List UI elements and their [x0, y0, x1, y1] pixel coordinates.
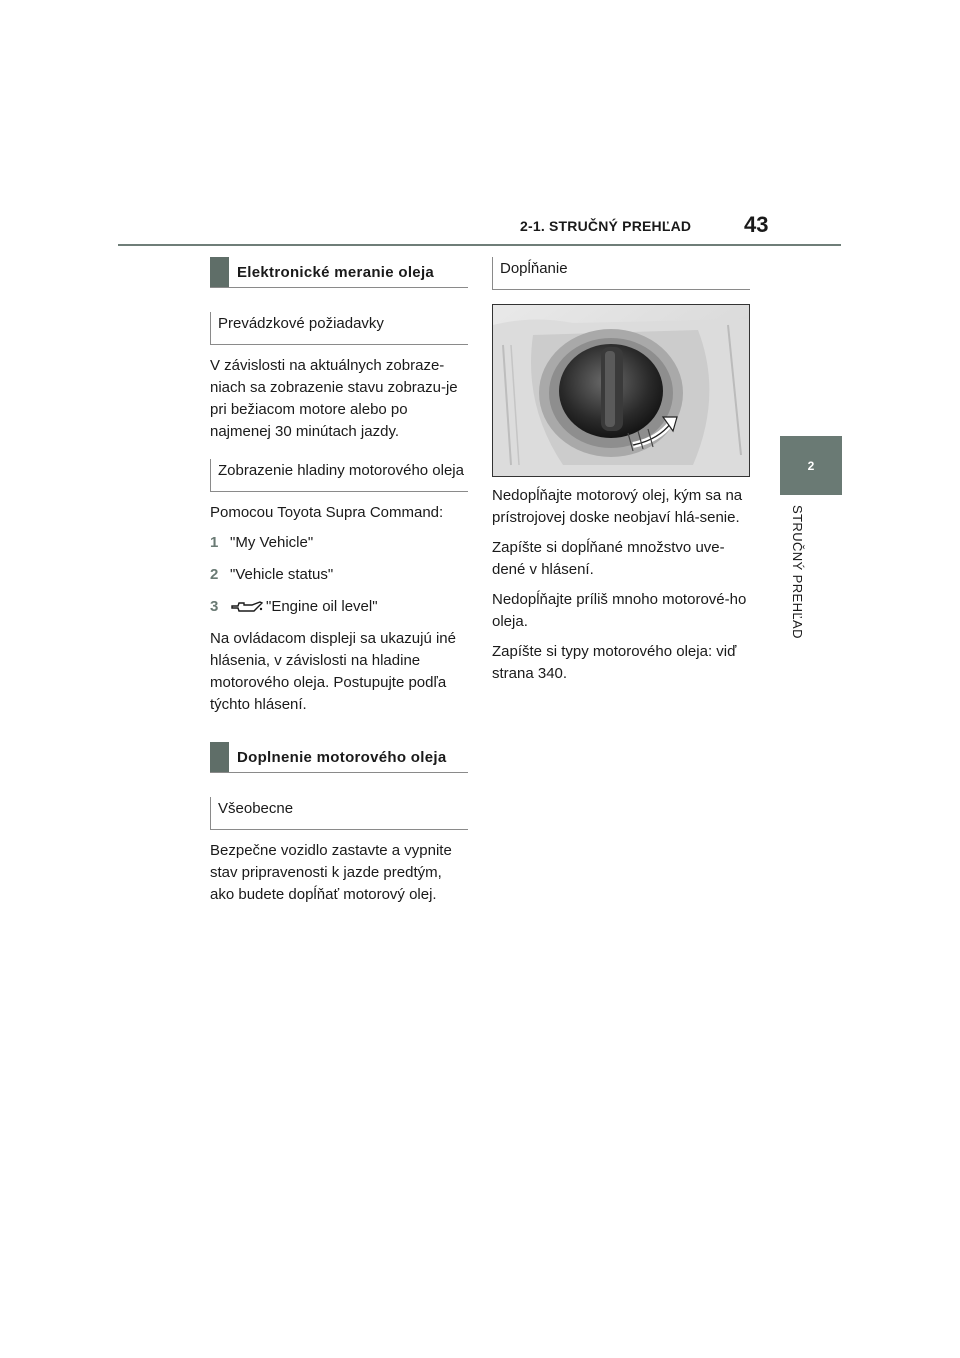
chapter-number: 2 — [807, 458, 815, 473]
right-column — [492, 257, 750, 693]
page-number: 43 — [744, 212, 769, 237]
section-title: 2-1. STRUČNÝ PREHĽAD — [520, 218, 692, 234]
section-heading-oil-measurement — [210, 257, 468, 288]
paragraph: Zapíšte si typy motorového oleja: viď strana 340. — [492, 643, 737, 682]
oil-filler-cap-image — [492, 304, 750, 477]
oil-filler-cap-illustration — [493, 305, 749, 476]
list-number: 3 — [210, 598, 219, 615]
paragraph: Nedopĺňajte motorový olej, kým sa na prístrojovej doske neobjaví hlá-senie. — [492, 487, 743, 526]
chapter-label: STRUČNÝ PREHĽAD — [790, 505, 805, 639]
list-item — [210, 532, 468, 554]
header-divider — [118, 244, 841, 246]
list-text: "My Vehicle" — [230, 534, 314, 551]
list-number: 2 — [210, 566, 219, 583]
subheading-general: Všeobecne — [210, 797, 468, 830]
list-number: 1 — [210, 534, 219, 551]
paragraph-operating-requirements: V závislosti na aktuálnych zobraze-niach sa zobrazenie stavu zobrazu-je pri bežiacom motore alebo po najmenej 30 minútach jazdy. — [210, 357, 458, 440]
chapter-tab[interactable] — [780, 436, 842, 495]
section-heading-text: Doplnenie motorového oleja — [237, 748, 447, 766]
subheading-oil-level-display: Zobrazenie hladiny motorového oleja — [210, 459, 468, 492]
list-text: "Engine oil level" — [266, 598, 378, 615]
paragraph-display-messages: Na ovládacom displeji sa ukazujú iné hlásenia, v závislosti na hladine motorového oleja. Postupujte podľa týchto hlásení. — [210, 630, 456, 713]
subheading-refilling: Dopĺňanie — [492, 257, 750, 290]
heading-bar — [210, 257, 229, 287]
heading-bar — [210, 742, 229, 772]
paragraph-command-intro: Pomocou Toyota Supra Command: — [210, 504, 444, 521]
oil-can-icon — [230, 600, 264, 614]
paragraph: Zapíšte si dopĺňané množstvo uve-dené v hlásení. — [492, 539, 725, 578]
section-heading-text: Elektronické meranie oleja — [237, 263, 435, 281]
list-item — [210, 564, 468, 586]
list-text: "Vehicle status" — [230, 566, 334, 583]
section-heading-oil-refill — [210, 742, 468, 773]
paragraph: Nedopĺňajte príliš mnoho motorové-ho oleja. — [492, 591, 747, 630]
left-column — [210, 257, 468, 914]
paragraph-general: Bezpečne vozidlo zastavte a vypnite stav pripravenosti k jazde predtým, ako budete dopĺňať motorový olej. — [210, 842, 452, 903]
list-item — [210, 596, 468, 618]
subheading-operating-requirements: Prevádzkové požiadavky — [210, 312, 468, 345]
